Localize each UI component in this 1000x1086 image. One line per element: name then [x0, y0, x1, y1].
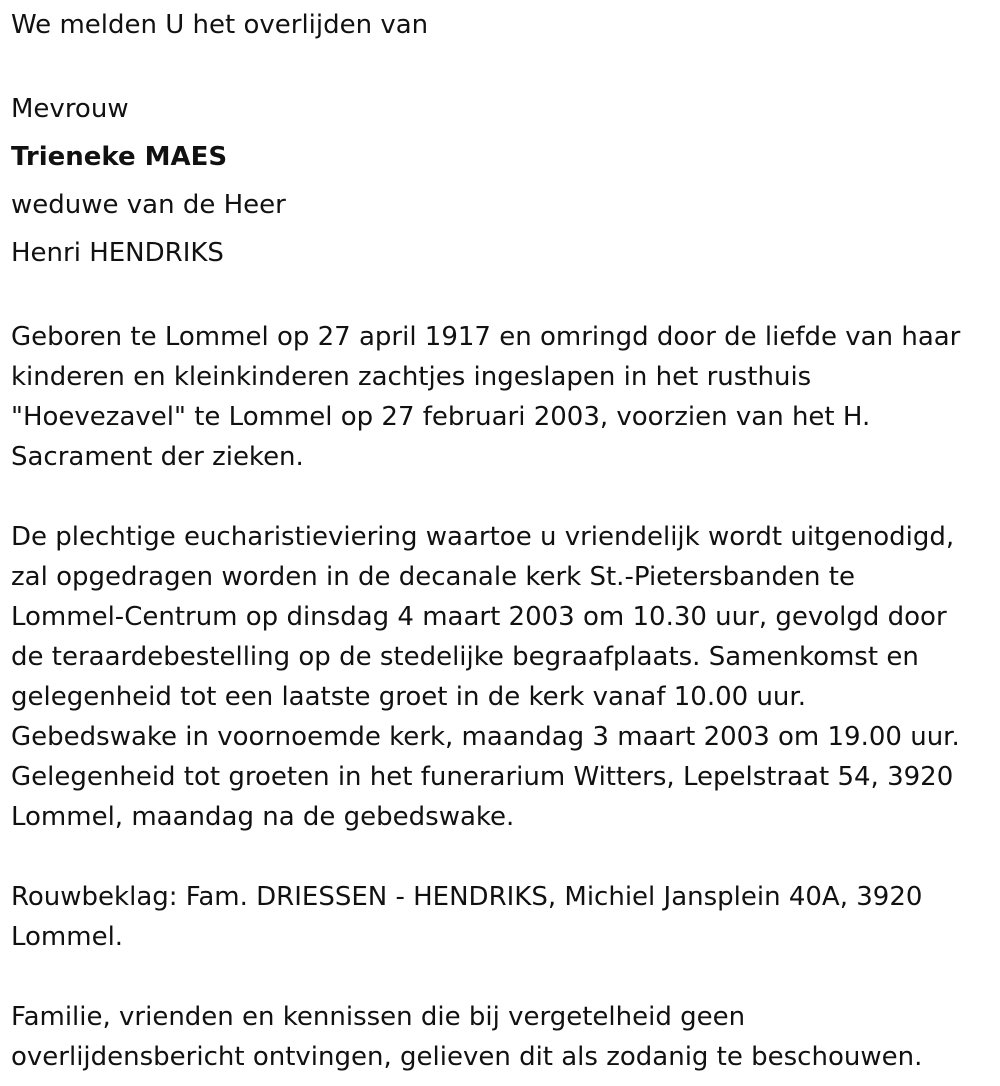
widow-text: weduwe van de Heer	[11, 190, 286, 220]
paragraph-line: zal opgedragen worden in de decanale kerk St.-Pietersbanden te	[11, 562, 855, 592]
birth-paragraph	[11, 317, 1000, 477]
intro-text: We melden U het overlijden van	[11, 10, 429, 40]
paragraph-line: Sacrament der zieken.	[11, 442, 304, 472]
deceased-name: Trieneke MAES	[11, 142, 228, 172]
paragraph-line: Gelegenheid tot groeten in het funerarium Witters, Lepelstraat 54, 3920	[11, 762, 954, 792]
paragraph-line: Lommel, maandag na de gebedswake.	[11, 802, 515, 832]
paragraph-line: gelegenheid tot een laatste groet in de kerk vanaf 10.00 uur.	[11, 682, 806, 712]
spacer	[11, 277, 1000, 317]
paragraph-line: kinderen en kleinkinderen zachtjes ingeslapen in het rusthuis	[11, 362, 812, 392]
paragraph-line: "Hoevezavel" te Lommel op 27 februari 2003, voorzien van het H.	[11, 402, 871, 432]
paragraph-line: De plechtige eucharistieviering waartoe u vriendelijk wordt uitgenodigd,	[11, 522, 955, 552]
spacer	[11, 477, 1000, 517]
spacer	[11, 837, 1000, 877]
ceremony-paragraph	[11, 517, 1000, 837]
spacer	[11, 957, 1000, 997]
paragraph-line: de teraardebestelling op de stedelijke begraafplaats. Samenkomst en	[11, 642, 919, 672]
paragraph-line: Gebedswake in voornoemde kerk, maandag 3 maart 2003 om 19.00 uur.	[11, 722, 960, 752]
paragraph-line: Lommel-Centrum op dinsdag 4 maart 2003 om 10.30 uur, gevolgd door	[11, 602, 947, 632]
paragraph-line: overlijdensbericht ontvingen, gelieven dit als zodanig te beschouwen.	[11, 1042, 923, 1072]
title-text: Mevrouw	[11, 94, 129, 124]
spacer	[11, 45, 1000, 85]
mourning-paragraph	[11, 877, 1000, 957]
paragraph-line: Lommel.	[11, 922, 124, 952]
paragraph-line: Rouwbeklag: Fam. DRIESSEN - HENDRIKS, Michiel Jansplein 40A, 3920	[11, 882, 923, 912]
husband-name: Henri HENDRIKS	[11, 238, 224, 268]
paragraph-line: Geboren te Lommel op 27 april 1917 en omringd door de liefde van haar	[11, 322, 961, 352]
paragraph-line: Familie, vrienden en kennissen die bij vergetelheid geen	[11, 1002, 746, 1032]
closing-paragraph	[11, 997, 1000, 1077]
